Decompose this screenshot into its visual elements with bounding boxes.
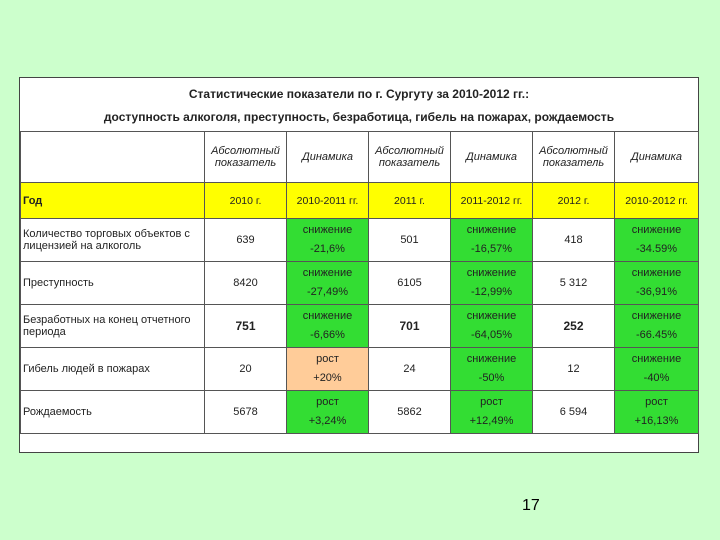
- dynamics-word: рост: [316, 353, 339, 365]
- dynamics-percent: -16,57%: [471, 243, 512, 255]
- value-2010: 5678: [205, 391, 287, 434]
- dynamics-cell: [451, 219, 533, 262]
- years-label: Год: [21, 183, 205, 219]
- dynamics-word: снижение: [631, 353, 682, 365]
- dynamics-cell: [287, 305, 369, 348]
- dynamics-word: снижение: [302, 310, 353, 322]
- table-title: [20, 78, 698, 132]
- dynamics-percent: -40%: [643, 372, 670, 384]
- year-2011-2012: 2011-2012 гг.: [451, 183, 533, 219]
- header-abs-2011: Абсолютный показатель: [369, 132, 451, 183]
- row-label: Количество торговых объектов с лицензией на алкоголь: [21, 219, 205, 262]
- dynamics-word: снижение: [302, 267, 353, 279]
- dynamics-cell: [451, 305, 533, 348]
- row-label: Гибель людей в пожарах: [21, 348, 205, 391]
- dynamics-cell: [451, 391, 533, 434]
- value-2011: 5862: [369, 391, 451, 434]
- dynamics-cell: [615, 391, 699, 434]
- years-row: [21, 183, 699, 219]
- header-row: [21, 132, 699, 183]
- header-empty-cell: [21, 132, 205, 183]
- dynamics-word: снижение: [466, 353, 517, 365]
- year-2010: 2010 г.: [205, 183, 287, 219]
- dynamics-percent: -50%: [478, 372, 505, 384]
- dynamics-cell: [615, 262, 699, 305]
- table-row: [21, 391, 699, 434]
- value-2010: 639: [205, 219, 287, 262]
- table-row: [21, 348, 699, 391]
- dynamics-cell: [287, 262, 369, 305]
- header-abs-2010: Абсолютный показатель: [205, 132, 287, 183]
- value-2010: 751: [205, 305, 287, 348]
- header-dyn-3: Динамика: [615, 132, 699, 183]
- dynamics-word: снижение: [631, 224, 682, 236]
- dynamics-word: снижение: [466, 267, 517, 279]
- dynamics-word: снижение: [302, 224, 353, 236]
- table-row: [21, 305, 699, 348]
- dynamics-word: снижение: [631, 310, 682, 322]
- value-2010: 20: [205, 348, 287, 391]
- dynamics-percent: +20%: [313, 372, 342, 384]
- year-2012: 2012 г.: [533, 183, 615, 219]
- year-2010-2012: 2010-2012 гг.: [615, 183, 699, 219]
- year-2011: 2011 г.: [369, 183, 451, 219]
- dynamics-percent: -64,05%: [471, 329, 512, 341]
- year-2010-2011: 2010-2011 гг.: [287, 183, 369, 219]
- value-2010: 8420: [205, 262, 287, 305]
- stats-table-frame: [19, 77, 699, 453]
- dynamics-word: снижение: [466, 224, 517, 236]
- dynamics-percent: -36,91%: [636, 286, 677, 298]
- header-abs-2012: Абсолютный показатель: [533, 132, 615, 183]
- dynamics-word: рост: [316, 396, 339, 408]
- dynamics-percent: +3,24%: [308, 415, 347, 427]
- dynamics-cell: [287, 391, 369, 434]
- dynamics-word: рост: [480, 396, 503, 408]
- dynamics-word: снижение: [631, 267, 682, 279]
- value-2012: 252: [533, 305, 615, 348]
- table-row: [21, 219, 699, 262]
- row-label: Рождаемость: [21, 391, 205, 434]
- dynamics-percent: +16,13%: [634, 415, 679, 427]
- value-2011: 701: [369, 305, 451, 348]
- header-dyn-2: Динамика: [451, 132, 533, 183]
- dynamics-cell: [615, 348, 699, 391]
- dynamics-word: снижение: [466, 310, 517, 322]
- dynamics-percent: +12,49%: [469, 415, 514, 427]
- value-2012: 418: [533, 219, 615, 262]
- dynamics-word: рост: [645, 396, 668, 408]
- title-line-2: доступность алкоголя, преступность, безработица, гибель на пожарах, рождаемость: [103, 110, 615, 124]
- dynamics-cell: [451, 348, 533, 391]
- dynamics-percent: -27,49%: [307, 286, 348, 298]
- dynamics-cell: [287, 348, 369, 391]
- dynamics-cell: [451, 262, 533, 305]
- page-number: 17: [522, 497, 540, 514]
- dynamics-percent: -6,66%: [310, 329, 345, 341]
- dynamics-percent: -66.45%: [636, 329, 677, 341]
- value-2011: 6105: [369, 262, 451, 305]
- dynamics-percent: -21,6%: [310, 243, 345, 255]
- stats-table: [20, 131, 699, 434]
- value-2012: 12: [533, 348, 615, 391]
- row-label: Преступность: [21, 262, 205, 305]
- value-2011: 501: [369, 219, 451, 262]
- header-dyn-1: Динамика: [287, 132, 369, 183]
- dynamics-cell: [615, 305, 699, 348]
- title-line-1: Статистические показатели по г. Сургуту за 2010-2012 гг.:: [188, 87, 530, 101]
- dynamics-cell: [287, 219, 369, 262]
- dynamics-percent: -34.59%: [636, 243, 677, 255]
- dynamics-cell: [615, 219, 699, 262]
- row-label: Безработных на конец отчетного периода: [21, 305, 205, 348]
- value-2012: 6 594: [533, 391, 615, 434]
- dynamics-percent: -12,99%: [471, 286, 512, 298]
- value-2011: 24: [369, 348, 451, 391]
- value-2012: 5 312: [533, 262, 615, 305]
- table-row: [21, 262, 699, 305]
